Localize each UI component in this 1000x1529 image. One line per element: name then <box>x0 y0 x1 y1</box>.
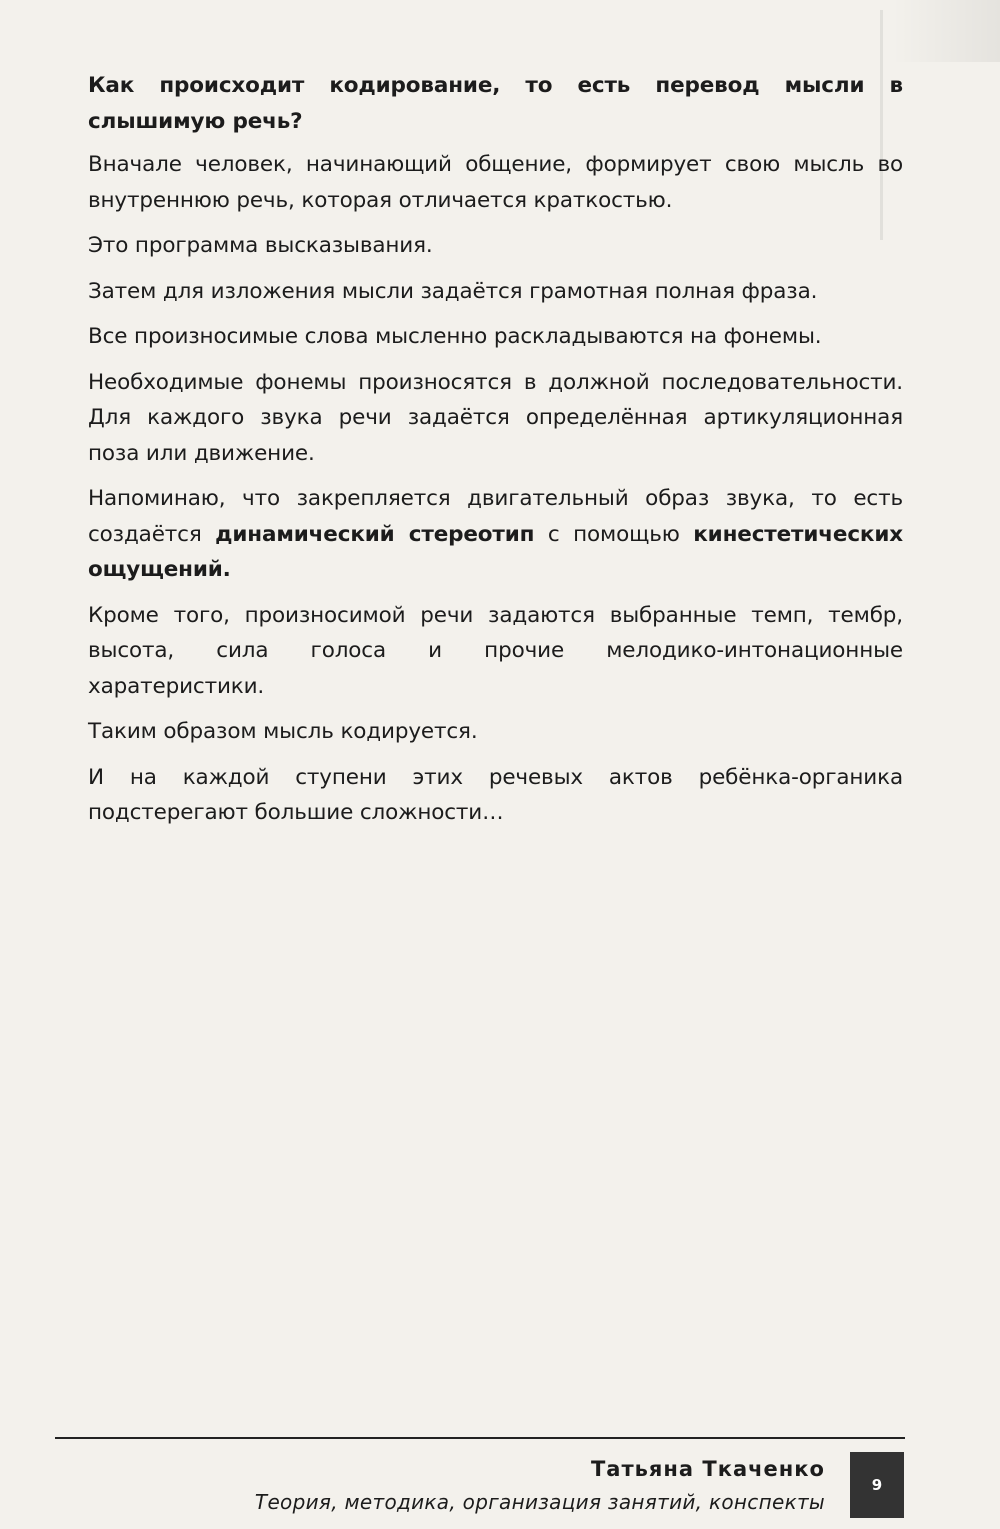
paragraph: Вначале человек, начинающий общение, формирует свою мысль во внутреннюю речь, которая отличается краткостью. <box>88 152 903 213</box>
footer-book-subtitle: Теория, методика, организация занятий, конспекты <box>254 1490 825 1514</box>
paragraph-with-emphasis <box>88 481 903 588</box>
text-run: Напоминаю, что закрепляется двигательный образ звука, то есть создаётся <box>88 486 903 547</box>
main-text <box>88 68 903 841</box>
section-question: Как происходит кодирование, то есть перевод мысли в слышимую речь? <box>88 73 903 134</box>
emphasis-term: кинестетических ощущений. <box>88 521 903 582</box>
paragraph: Затем для изложения мысли задаётся грамотная полная фраза. <box>88 278 818 304</box>
text-run: с помощью <box>534 521 694 547</box>
paragraph: Это программа высказывания. <box>88 233 433 258</box>
paragraph: Таким образом мысль кодируется. <box>88 719 478 744</box>
page-number: 9 <box>871 1476 883 1494</box>
paragraph: И на каждой ступени этих речевых актов ребёнка-органика подстерегают большие сложности… <box>88 764 903 825</box>
footer-author: Татьяна Ткаченко <box>590 1457 825 1481</box>
paragraph: Все произносимые слова мысленно раскладываются на фонемы. <box>88 324 822 349</box>
footer-divider <box>55 1437 905 1439</box>
bleed-through-header <box>892 0 1000 62</box>
page-number-badge <box>850 1452 904 1518</box>
paragraph: Необходимые фонемы произносятся в должной последовательности. Для каждого звука речи задаётся определённая артикуляционная поза или движение. <box>88 369 903 466</box>
emphasis-term: динамический стереотип <box>215 521 535 547</box>
paragraph: Кроме того, произносимой речи задаются выбранные темп, тембр, высота, сила голоса и прочие мелодико-интонационные харатеристики. <box>88 602 903 699</box>
